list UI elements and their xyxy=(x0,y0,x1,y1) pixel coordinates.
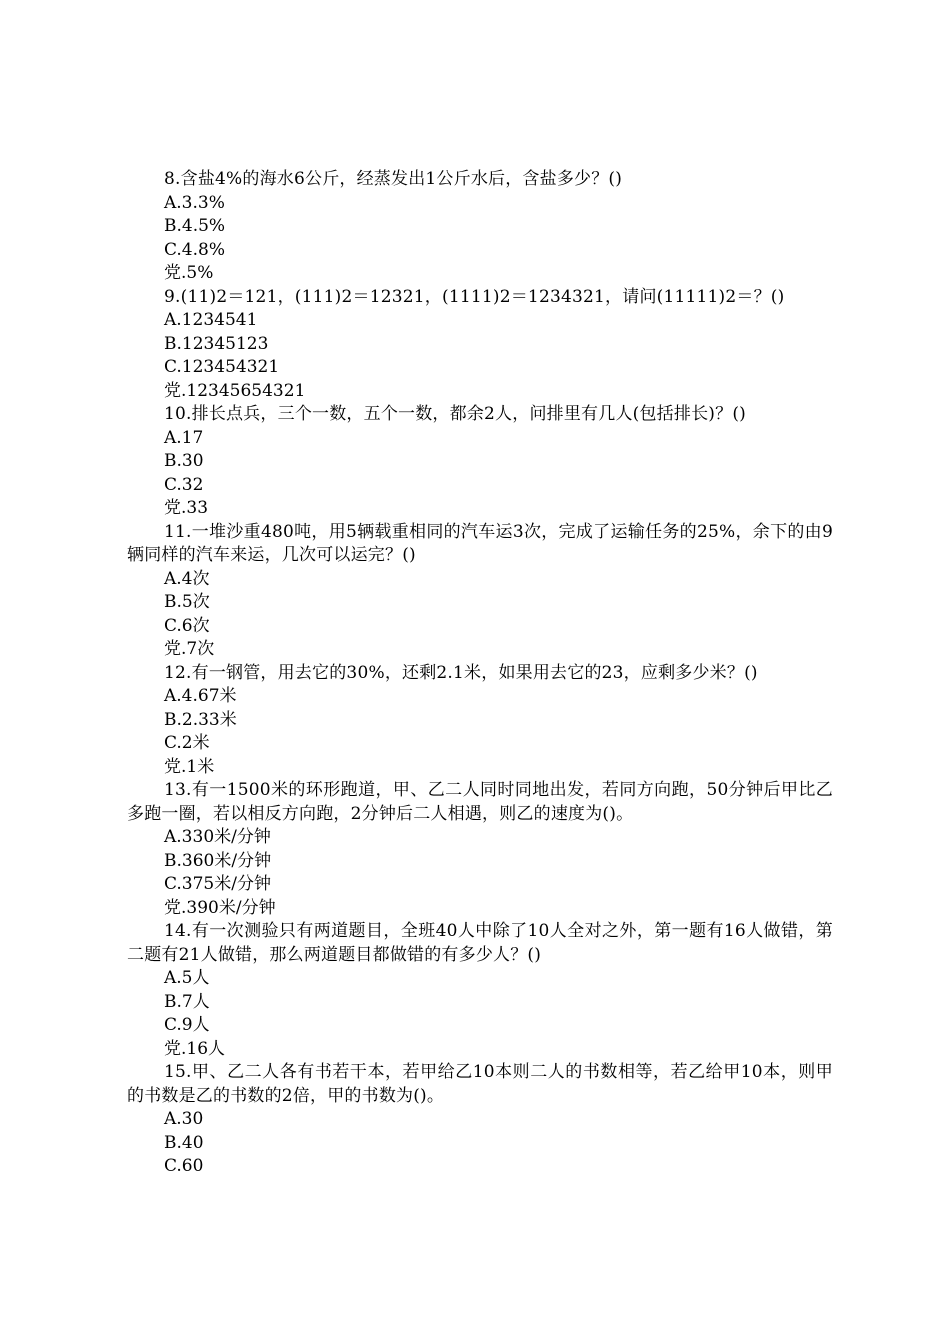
answer-option: B.4.5% xyxy=(164,216,226,236)
question-stem: 11.一堆沙重480吨，用5辆载重相同的汽车运3次，完成了运输任务的25%，余下的由9辆同样的汽车来运，几次可以运完？() xyxy=(127,521,833,565)
question-stem: 15.甲、乙二人各有书若干本，若甲给乙10本则二人的书数相等，若乙给甲10本，则甲的书数是乙的书数的2倍，甲的书数为()。 xyxy=(127,1062,833,1106)
question-stem: 8.含盐4%的海水6公斤，经蒸发出1公斤水后，含盐多少？() xyxy=(164,169,623,189)
answer-option: C.6次 xyxy=(164,615,210,636)
question-stem: 10.排长点兵，三个一数，五个一数，都余2人，问排里有几人(包括排长)？() xyxy=(164,404,746,424)
answer-option: B.30 xyxy=(164,451,204,471)
answer-option: 党.12345654321 xyxy=(164,380,306,401)
question-block xyxy=(127,1061,833,1179)
answer-option: A.330米/分钟 xyxy=(164,827,271,847)
answer-option: A.30 xyxy=(164,1109,204,1129)
answer-option: B.2.33米 xyxy=(164,709,237,730)
answer-option: A.4次 xyxy=(164,568,210,589)
question-block xyxy=(127,920,833,1061)
answer-option: A.17 xyxy=(164,427,204,448)
answer-option: 党.33 xyxy=(164,498,209,518)
answer-option: A.4.67米 xyxy=(164,686,237,706)
question-block xyxy=(127,521,833,662)
answer-option: B.7人 xyxy=(164,991,210,1012)
answer-option: 党.1米 xyxy=(164,756,215,777)
answer-option: C.2米 xyxy=(164,733,210,753)
answer-option: C.123454321 xyxy=(164,357,280,377)
answer-option: B.40 xyxy=(164,1132,204,1153)
answer-option: 党.16人 xyxy=(164,1038,226,1059)
answer-option: 党.7次 xyxy=(164,639,215,659)
answer-option: 党.390米/分钟 xyxy=(164,897,276,918)
question-block xyxy=(127,168,833,286)
answer-option: C.9人 xyxy=(164,1015,210,1035)
answer-option: C.60 xyxy=(164,1156,204,1176)
question-block xyxy=(127,779,833,920)
answer-option: C.32 xyxy=(164,474,204,495)
question-stem: 9.(11)2＝121，(111)2＝12321，(1111)2＝1234321，请问(11111)2＝？() xyxy=(164,286,785,307)
answer-option: B.5次 xyxy=(164,592,210,612)
question-block xyxy=(127,286,833,404)
question-list xyxy=(127,168,833,1179)
answer-option: C.375米/分钟 xyxy=(164,874,271,894)
question-block xyxy=(127,662,833,780)
answer-option: B.360米/分钟 xyxy=(164,850,272,871)
answer-option: A.1234541 xyxy=(164,310,258,330)
question-stem: 14.有一次测验只有两道题目，全班40人中除了10人全对之外，第一题有16人做错，第二题有21人做错，那么两道题目都做错的有多少人？() xyxy=(127,921,833,965)
answer-option: 党.5% xyxy=(164,263,214,283)
answer-option: A.5人 xyxy=(164,968,210,988)
question-stem: 12.有一钢管，用去它的30%，还剩2.1米，如果用去它的23，应剩多少米？() xyxy=(164,662,758,683)
answer-option: A.3.3% xyxy=(164,192,225,213)
question-block xyxy=(127,403,833,521)
answer-option: B.12345123 xyxy=(164,333,269,354)
answer-option: C.4.8% xyxy=(164,239,225,260)
question-stem: 13.有一1500米的环形跑道，甲、乙二人同时同地出发，若同方向跑，50分钟后甲比乙多跑一圈，若以相反方向跑，2分钟后二人相遇，则乙的速度为()。 xyxy=(127,780,833,824)
